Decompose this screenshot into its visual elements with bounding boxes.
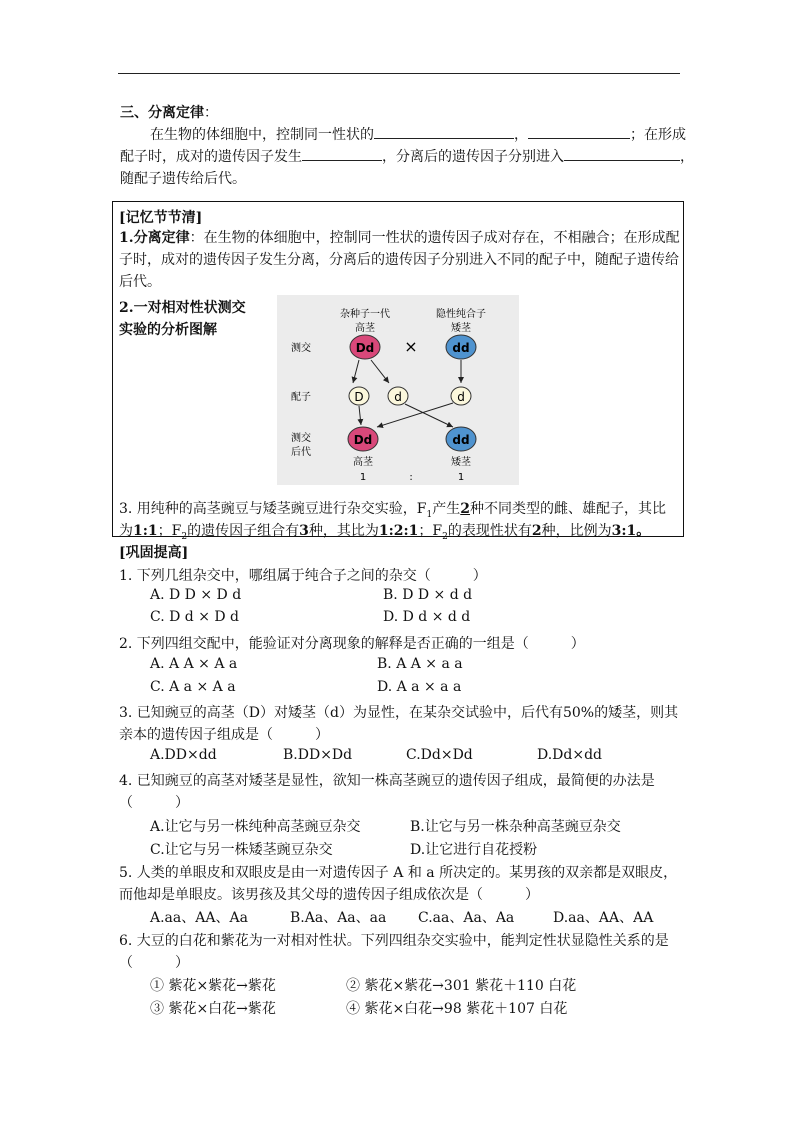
q2-option-b[interactable]: B. A A × a a [377,656,463,672]
p3-t6: 的遗传因子组合有 [187,523,300,539]
p3-phenotype-ratio: 3:1 [611,523,637,539]
q5-option-b[interactable]: B.Aa、Aa、aa [290,910,387,926]
gamete-1-label: D [354,390,364,404]
row-label-offspring-1: 测交 [291,433,311,444]
arrow-gamete1-to-offspring [359,406,361,425]
section-title [120,102,218,122]
section-line-2 [120,146,694,166]
gamete-2-label: d [394,390,402,404]
row-label-gamete: 配子 [291,392,311,403]
parent-left-label: 杂种子一代 [340,309,390,320]
p3-t9: 的表现性状有 [447,523,532,539]
p3-phenotype-count: 2 [531,523,542,539]
q3-stem-line1: 3. 已知豌豆的高茎（D）对矮茎（d）为显性，在某杂交试验中，后代有50%的矮茎，则其 [119,705,679,721]
line1-text-c: ；在形成 [630,127,686,143]
memory-p2-line1: 2.一对相对性状测交 [119,300,246,316]
offspring-right-phenotype: 矮茎 [451,457,471,468]
row-label-testcross: 测交 [291,343,311,354]
q5-stem-line1: 5. 人类的单眼皮和双眼皮是由一对遗传因子 A 和 a 所决定的。某男孩的双亲都是双眼皮， [119,865,678,881]
parent-right-label: 隐性纯合子 [436,309,486,320]
p3-t1: 3. 用纯种的高茎豌豆与矮茎豌豆进行杂交实验，F [119,501,427,517]
line2-text-a: 配子时，成对的遗传因子发生 [120,149,302,165]
blank-4[interactable] [564,146,680,161]
q5-option-a[interactable]: A.aa、AA、Aa [150,910,248,926]
testcross-diagram [277,295,519,485]
q5-option-c[interactable]: C.aa、Aa、Aa [418,910,515,926]
section-line-3: 随配子遗传给后代。 [120,171,246,187]
q2-stem: 2. 下列四组交配中，能验证对分离现象的解释是否正确的一组是（ ） [119,636,585,652]
memory-p1-line3: 后代。 [119,274,161,290]
ratio-left: 1 [359,472,367,483]
p3-sub3: 2 [442,531,448,542]
arrow-gamete3-to-offspring [377,403,453,427]
offspring-left-genotype: Dd [353,433,373,447]
q3-option-c[interactable]: C.Dd×Dd [406,747,473,763]
cross-symbol: × [404,337,418,356]
q6-stem-line2: （ ） [119,955,189,971]
ratio-separator: : [409,472,413,483]
q1-option-b[interactable]: B. D D × d d [383,587,473,603]
arrow-parent-to-gamete-2 [371,360,389,383]
section-title-text: 三、分离定律 [120,105,204,121]
q4-stem-line2: （ ） [119,795,189,811]
q2-option-c[interactable]: C. A a × A a [150,679,236,695]
parent-right-genotype: dd [452,341,470,355]
p3-genotype-ratio: 1:2:1 [378,523,419,539]
section-title-colon: ： [204,105,218,121]
blank-3[interactable] [302,146,382,161]
q4-option-a[interactable]: A.让它与另一株纯种高茎豌豆杂交 [150,819,361,835]
p3-gamete-types: 2 [460,501,471,517]
line1-text-a: 在生物的体细胞中，控制同一性状的 [150,127,374,143]
ratio-right: 1 [457,472,465,483]
parent-left-sub: 高茎 [355,323,375,334]
testcross-svg [277,295,519,485]
memory-p1-label: 1.分离定律 [119,230,190,246]
p3-sub2: 2 [181,531,188,542]
line2-text-b: ，分离后的遗传因子分别进入 [382,149,564,165]
parent-right-sub: 矮茎 [451,323,471,334]
q6-option-3[interactable]: ③ 紫花×白花→紫花 [150,1001,276,1017]
p3-t8: ；F [418,523,443,539]
q1-option-d[interactable]: D. D d × d d [383,609,471,625]
q6-option-2[interactable]: ② 紫花×紫花→301 紫花＋110 白花 [346,978,577,994]
memory-p1-text: ：在生物的体细胞中，控制同一性状的遗传因子成对存在，不相融合；在形成配 [189,230,680,246]
row-label-offspring-2: 后代 [291,447,311,458]
header-rule [118,73,680,74]
blank-1[interactable] [374,124,514,139]
p3-sub1: 1 [426,509,433,520]
blank-2[interactable] [528,124,630,139]
p3-t2: 产生 [432,501,461,517]
p3-t4: 为 [119,523,133,539]
q5-stem-line2: 而他却是单眼皮。该男孩及其父母的遗传因子组成依次是（ ） [119,887,539,903]
p3-t11: 。 [636,523,651,539]
q4-option-c[interactable]: C.让它与另一株矮茎豌豆杂交 [150,842,333,858]
memory-p3-line2 [119,520,650,542]
section-line-1 [150,124,686,144]
line2-text-c: ， [680,149,694,165]
offspring-right-genotype: dd [452,433,470,447]
q3-option-b[interactable]: B.DD×Dd [283,747,353,763]
memory-p2-line2: 实验的分析图解 [119,322,217,338]
q1-option-c[interactable]: C. D d × D d [150,609,240,625]
q1-stem: 1. 下列几组杂交中，哪组属于纯合子之间的杂交（ ） [119,568,487,584]
parent-left-genotype: Dd [355,341,375,355]
q3-option-d[interactable]: D.Dd×dd [537,747,603,763]
arrow-parent-to-gamete-1 [353,360,359,383]
p3-genotype-count: 3 [299,523,309,539]
gamete-3-label: d [457,390,465,404]
q4-option-b[interactable]: B.让它与另一株杂种高茎豌豆杂交 [410,819,621,835]
q3-stem-line2: 亲本的遗传因子组成是（ ） [119,727,329,743]
memory-header: [记忆节节清] [119,210,203,226]
q2-option-a[interactable]: A. A A × A a [150,656,238,672]
p3-t10: 种，比例为 [541,523,612,539]
q6-option-1[interactable]: ① 紫花×紫花→紫花 [150,978,276,994]
offspring-left-phenotype: 高茎 [353,457,373,468]
q1-option-a[interactable]: A. D D × D d [150,587,242,603]
p3-t3: 种不同类型的雌、雄配子，其比 [470,501,667,517]
p3-t5: ；F [157,523,182,539]
line1-text-b: ， [514,127,528,143]
q6-stem-line1: 6. 大豆的白花和紫花为一对相对性状。下列四组杂交实验中，能判定性状显隐性关系的是 [119,933,669,949]
p3-gamete-ratio: 1:1 [133,523,158,539]
memory-p1-line1 [119,227,680,247]
consolidate-header: [巩固提高] [119,545,189,561]
q4-option-d[interactable]: D.让它进行自花授粉 [410,842,538,858]
q6-option-4[interactable]: ④ 紫花×白花→98 紫花＋107 白花 [346,1001,568,1017]
q4-stem-line1: 4. 已知豌豆的高茎对矮茎是显性，欲知一株高茎豌豆的遗传因子组成，最简便的办法是 [119,773,655,789]
q3-option-a[interactable]: A.DD×dd [150,747,217,763]
memory-p3-line1 [119,498,666,520]
p3-t7: 种，其比为 [308,523,379,539]
q5-option-d[interactable]: D.aa、AA、AA [553,910,654,926]
memory-p1-line2: 子时，成对的遗传因子发生分离，分离后的遗传因子分别进入不同的配子中，随配子遗传给 [119,252,679,268]
q2-option-d[interactable]: D. A a × a a [377,679,462,695]
